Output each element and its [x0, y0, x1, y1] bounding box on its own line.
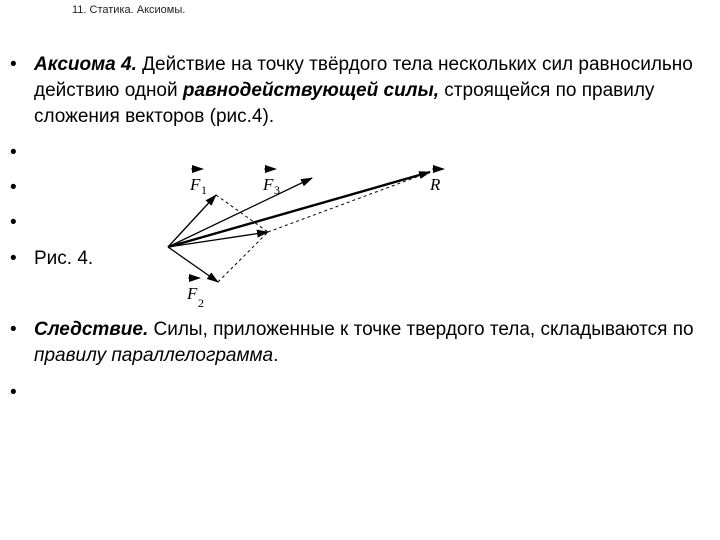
label-f3-main: F — [263, 175, 274, 194]
bullet-marker: • — [10, 382, 17, 403]
axiom-emphasis: равнодействующей силы, — [182, 80, 440, 101]
label-f1 — [189, 169, 207, 197]
dashed-line-f2-to-sum — [218, 232, 268, 282]
label-f3-sub: 3 — [274, 183, 280, 197]
label-f1-main: F — [190, 175, 201, 194]
bullet-marker: • — [10, 177, 17, 198]
bullet-marker: • — [10, 212, 17, 233]
consequence-title: Следствие. — [34, 319, 149, 340]
axiom-text-2: строящейся по правилу сложения векторов (рис.4). — [34, 80, 655, 127]
label-f3 — [262, 169, 280, 197]
label-f2 — [186, 278, 204, 310]
consequence-text-2: . — [273, 345, 279, 366]
axiom-title: Аксиома 4. — [34, 54, 137, 75]
label-r-main: R — [430, 175, 441, 194]
vector-r — [168, 172, 430, 247]
figure-caption: Рис. 4. — [34, 248, 94, 269]
bullet-marker: • — [10, 142, 17, 163]
bullet-marker: • — [10, 248, 17, 269]
consequence-text-1: Силы, приложенные к точке твердого тела, складываются по — [148, 319, 694, 340]
label-f2-sub: 2 — [198, 296, 204, 310]
vector-f2 — [168, 247, 218, 282]
dashed-line-sum-to-r — [268, 172, 430, 232]
label-f1-sub: 1 — [201, 183, 207, 197]
bullet-marker: • — [10, 54, 17, 75]
label-f2-main: F — [187, 284, 198, 303]
label-r — [429, 169, 444, 194]
axiom-text-1: Действие на точку твёрдого тела нескольких сил равносильно действию одной — [34, 54, 693, 101]
bullet-marker: • — [10, 319, 17, 340]
construction-lines — [216, 172, 430, 282]
consequence-emphasis: правилу параллелограмма — [34, 345, 274, 366]
slide-header: 11. Статика. Аксиомы. — [72, 4, 186, 16]
